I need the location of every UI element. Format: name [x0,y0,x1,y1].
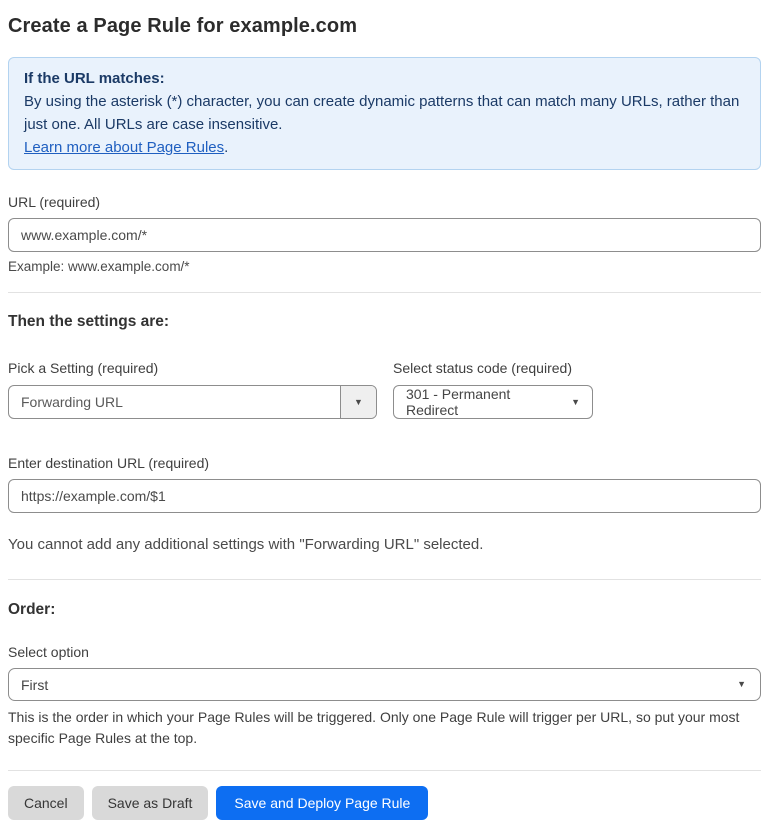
settings-row [8,360,761,419]
divider [8,770,761,771]
pick-setting-column [8,360,377,419]
info-box-heading: If the URL matches: [24,70,165,87]
url-matches-info-box [8,57,761,170]
divider [8,292,761,293]
url-field-label: URL (required) [8,194,101,210]
destination-url-label: Enter destination URL (required) [8,455,210,471]
chevron-down-icon: ▼ [571,396,580,407]
info-box-body: By using the asterisk (*) character, you can create dynamic patterns that can match many URLs, rather than just one. All URLs are case insensitive. [24,93,740,133]
destination-url-input[interactable] [8,479,761,513]
pick-setting-value: Forwarding URL [21,394,123,410]
info-box-link-line [24,136,745,159]
order-hint: This is the order in which your Page Rules will be triggered. Only one Page Rule will trigger per URL, so put your most specific Page Rules at the top. [8,709,740,746]
chevron-down-icon: ▼ [354,396,363,407]
pick-setting-arrow-button[interactable] [340,386,376,418]
footer-actions [8,786,761,820]
learn-more-link[interactable]: Learn more about Page Rules [24,139,225,156]
status-code-select[interactable] [393,385,593,419]
status-code-value: 301 - Permanent Redirect [406,386,511,418]
pick-setting-label: Pick a Setting (required) [8,360,159,376]
status-code-column [393,360,593,419]
chevron-down-icon: ▼ [737,679,746,689]
page-title: Create a Page Rule for example.com [8,15,358,37]
settings-section-heading: Then the settings are: [8,313,170,330]
order-select-value: First [21,676,49,693]
save-as-draft-button[interactable]: Save as Draft [92,786,209,820]
link-suffix: . [224,139,229,156]
forwarding-url-note: You cannot add any additional settings with "Forwarding URL" selected. [8,536,484,553]
cancel-button[interactable]: Cancel [8,786,84,820]
order-select-label: Select option [8,644,89,660]
url-field-hint: Example: www.example.com/* [8,259,190,274]
pick-setting-select[interactable] [8,385,377,419]
status-code-label: Select status code (required) [393,360,572,376]
save-and-deploy-button[interactable]: Save and Deploy Page Rule [216,786,428,820]
divider [8,579,761,580]
order-select[interactable] [8,668,761,701]
url-input[interactable] [8,218,761,252]
order-section-heading: Order: [8,601,56,618]
